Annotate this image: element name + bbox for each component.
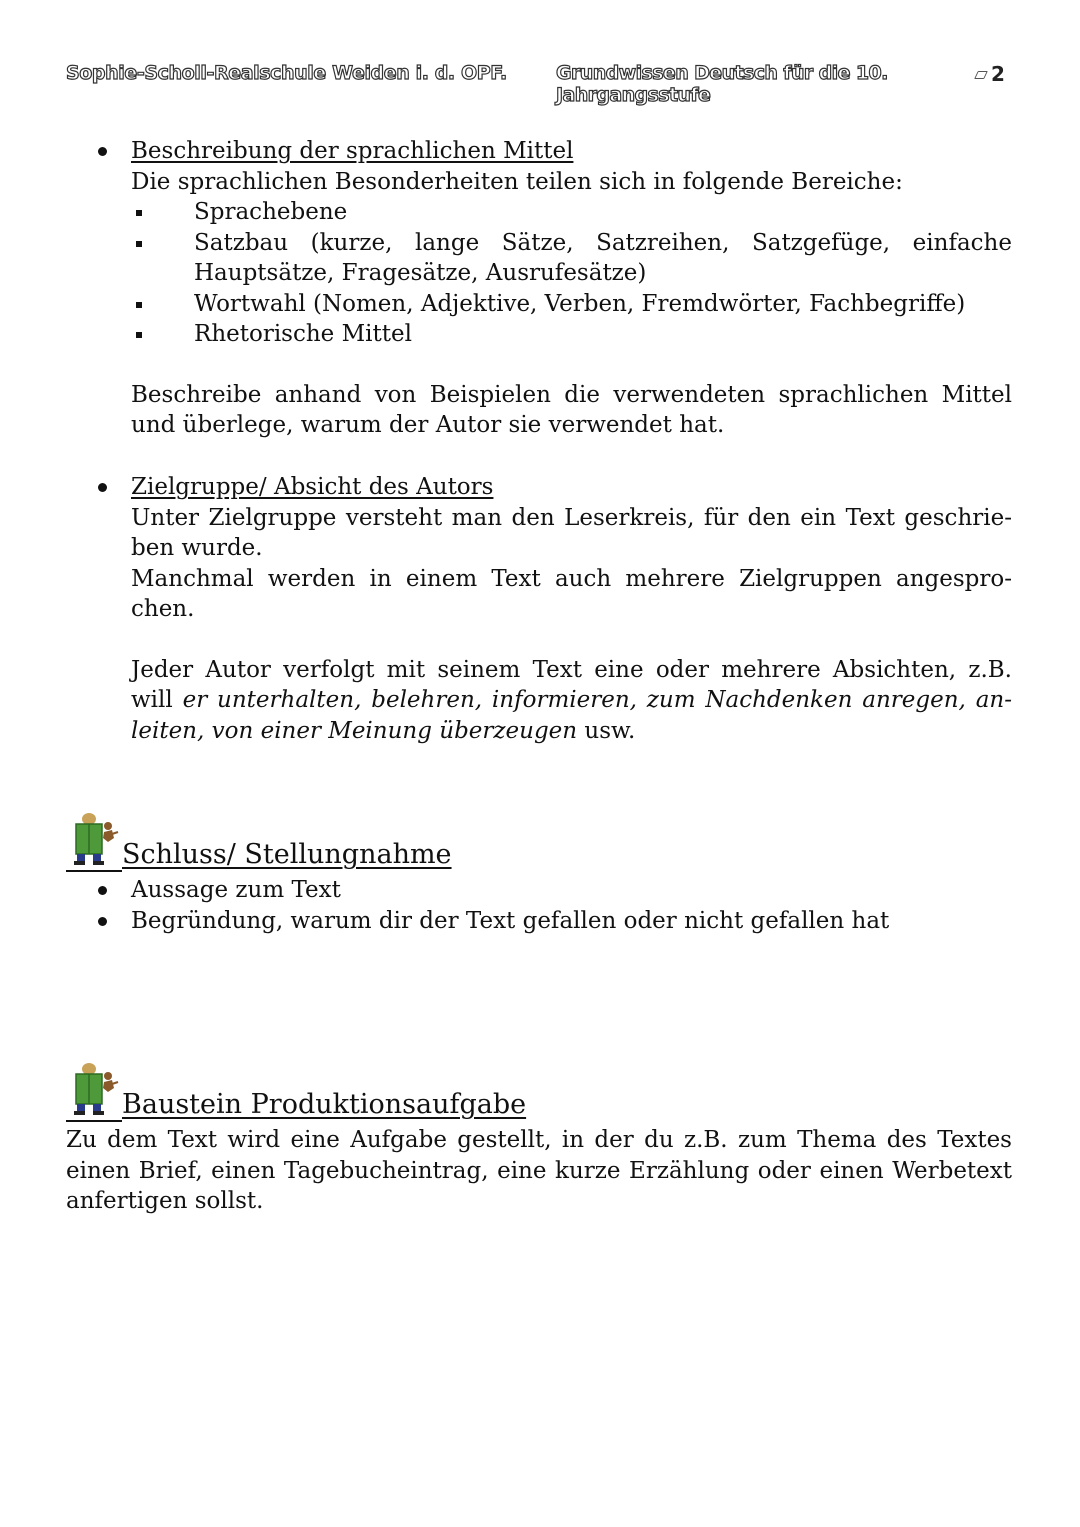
list-item-text: Wortwahl (Nomen, Adjektive, Verben, Fremdwörter, Fachbegriffe)	[194, 290, 966, 317]
list-item	[131, 228, 1012, 289]
paragraph-line: Zu dem Text wird eine Aufgabe gestellt, in der du z.B. zum Thema des Textes	[66, 1127, 1012, 1153]
heading-title: Schluss/ Stellungnahme	[122, 839, 452, 870]
heading-underline	[66, 1120, 122, 1122]
paragraph-line: Jeder Autor verfolgt mit seinem Text eine oder mehrere Absichten, z.B.	[131, 656, 1012, 683]
paragraph-text: will	[131, 687, 173, 713]
student-reading-icon	[68, 1062, 120, 1118]
header-subject: Grundwissen Deutsch für die 10. Jahrgangsstufe	[556, 62, 888, 106]
section-produktion	[66, 1125, 1012, 1217]
section-sprachliche-mittel	[66, 136, 1012, 441]
bullet-item	[66, 472, 1012, 746]
heading-underline	[66, 870, 122, 872]
section-title: Beschreibung der sprachlichen Mittel	[131, 138, 574, 164]
list-item-text: Sprachebene	[194, 199, 348, 225]
list-item	[131, 289, 1012, 320]
list-item-text: Aussage zum Text	[131, 877, 341, 903]
paragraph-line: Unter Zielgruppe versteht man den Leserkreis, für den ein Text geschrie-	[131, 504, 1012, 531]
section-schluss	[66, 875, 1012, 936]
paragraph-line: und überlege, warum der Autor sie verwendet hat.	[131, 412, 725, 438]
list-item	[66, 906, 1012, 937]
bullet-dot-icon	[98, 886, 107, 895]
paragraph-line: anfertigen sollst.	[66, 1188, 264, 1214]
page-header	[66, 62, 1016, 106]
paragraph-line	[131, 685, 1012, 716]
paragraph-line: ben wurde.	[131, 535, 263, 561]
bullet-dot-icon	[98, 147, 107, 156]
list-item-text: Rhetorische Mittel	[194, 321, 412, 347]
square-bullet-icon	[136, 241, 142, 247]
paragraph-line	[131, 716, 1012, 747]
student-reading-icon	[68, 812, 120, 868]
paragraph-italic-text: leiten, von einer Meinung überzeugen	[131, 717, 578, 744]
list-item	[66, 875, 1012, 906]
bullet-dot-icon	[98, 917, 107, 926]
list-item	[131, 197, 1012, 228]
bullet-dot-icon	[98, 483, 107, 492]
section-zielgruppe	[66, 472, 1012, 746]
square-bullet-icon	[136, 210, 142, 216]
section-intro: Die sprachlichen Besonderheiten teilen sich in folgende Bereiche:	[131, 168, 903, 195]
section-title: Zielgruppe/ Absicht des Autors	[131, 474, 494, 500]
paragraph-line: chen.	[131, 596, 195, 622]
paragraph-text: usw.	[584, 717, 636, 744]
square-bullet-icon	[136, 332, 142, 338]
paragraph-line: Beschreibe anhand von Beispielen die verwendeten sprachlichen Mittel	[131, 381, 1012, 408]
list-item-text: Hauptsätze, Fragesätze, Ausrufesätze)	[194, 260, 647, 286]
square-bullet-icon	[136, 302, 142, 308]
list-item	[131, 319, 1012, 350]
bullet-item	[66, 136, 1012, 441]
paragraph-line: Manchmal werden in einem Text auch mehrere Zielgruppen angespro-	[131, 565, 1012, 592]
page-number: 2	[991, 62, 1005, 86]
list-item-text: Satzbau (kurze, lange Sätze, Satzreihen, Satzgefüge, einfache	[194, 229, 1012, 256]
heading-title: Baustein Produktionsaufgabe	[122, 1089, 527, 1120]
paragraph-italic-text: er unterhalten, belehren, informieren, zum Nachdenken anregen, an-	[182, 687, 1012, 713]
header-school: Sophie-Scholl-Realschule Weiden i. d. OPF.	[66, 62, 507, 84]
list-item-text: Begründung, warum dir der Text gefallen oder nicht gefallen hat	[131, 907, 890, 934]
paragraph-line: einen Brief, einen Tagebucheintrag, eine kurze Erzählung oder einen Werbetext	[66, 1157, 1012, 1184]
